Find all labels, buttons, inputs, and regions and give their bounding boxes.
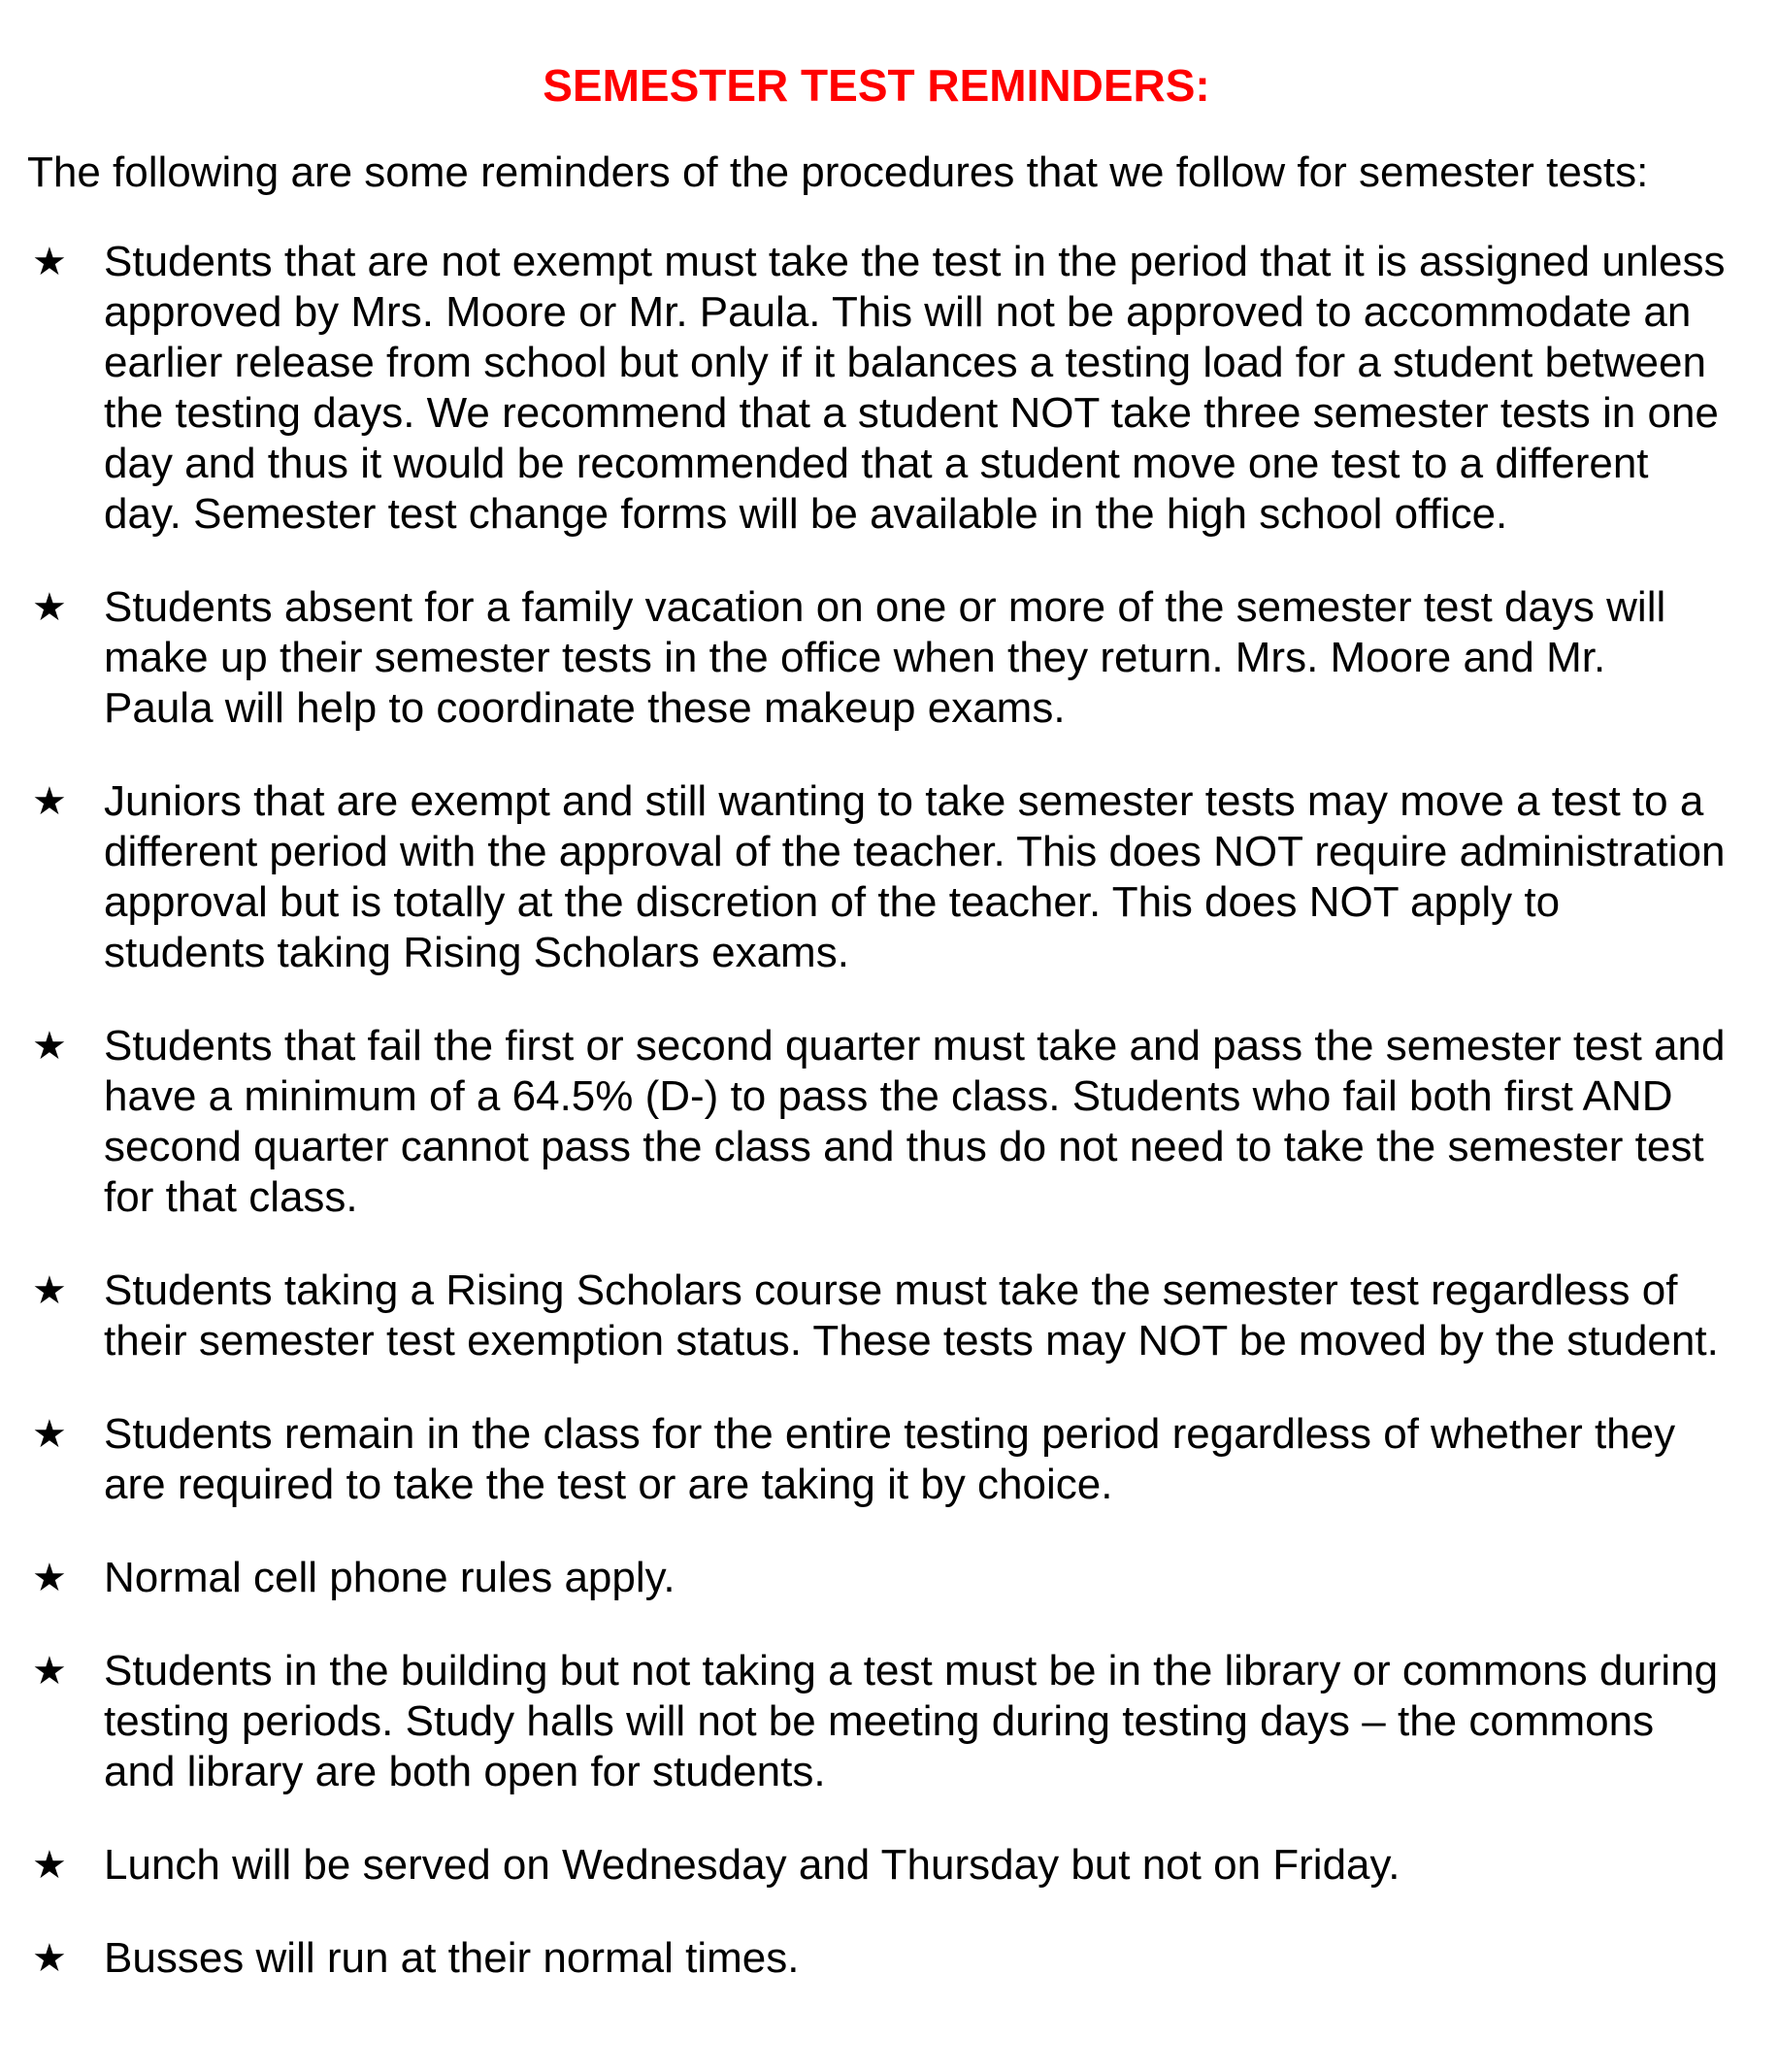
star-bullet-icon: ★ [32, 1556, 67, 1600]
intro-text: The following are some reminders of the procedures that we follow for semester tests: [27, 148, 1649, 196]
star-bullet-icon: ★ [32, 585, 67, 630]
star-bullet-icon: ★ [32, 1843, 67, 1888]
star-bullet-icon: ★ [32, 1936, 67, 1981]
star-bullet-icon: ★ [32, 240, 67, 284]
list-item [27, 582, 1726, 734]
list-item [27, 1266, 1726, 1366]
list-item [27, 237, 1726, 540]
list-item [27, 1840, 1726, 1891]
list-item-text: Normal cell phone rules apply. [104, 1554, 675, 1601]
list-item-text: Busses will run at their normal times. [104, 1934, 800, 1982]
list-item-text: Students remain in the class for the entire testing period regardless of whether they are required to take the test or are taking it by choice. [104, 1410, 1676, 1508]
list-item-text: Students absent for a family vacation on one or more of the semester test days will make up their semester tests in the office when they return. Mrs. Moore and Mr. Paula will help to coordinate these makeup exams. [104, 583, 1666, 732]
list-item-text: Students that fail the first or second quarter must take and pass the semester test and have a minimum of a 64.5% (D-) to pass the class. Students who fail both first AND second quarter cannot pass the class and thus do not need to take the semester test for that class. [104, 1022, 1726, 1221]
list-item [27, 1021, 1726, 1223]
list-item-text: Students in the building but not taking a test must be in the library or commons during testing periods. Study halls will not be meeting during testing days – the commons and library are both open for students. [104, 1647, 1719, 1795]
star-bullet-icon: ★ [32, 779, 67, 824]
list-item-text: Lunch will be served on Wednesday and Thursday but not on Friday. [104, 1841, 1400, 1889]
list-item [27, 1409, 1726, 1510]
star-bullet-icon: ★ [32, 1649, 67, 1694]
list-item-text: Juniors that are exempt and still wanting to take semester tests may move a test to a different period with the approval of the teacher. This does NOT require administration approval but is totally at the discretion of the teacher. This does NOT apply to students taking Rising Scholars exams. [104, 777, 1726, 976]
list-item [27, 1646, 1726, 1797]
star-bullet-icon: ★ [32, 1412, 67, 1457]
reminder-list [27, 237, 1726, 1984]
list-item-text: Students that are not exempt must take the test in the period that it is assigned unless approved by Mrs. Moore or Mr. Paula. This will not be approved to accommodate an earlier release from school but only if it balances a testing load for a student between the testing days. We recommend that a student NOT take three semester tests in one day and thus it would be recommended that a student move one test to a different day. Semester test change forms will be available in the high school office. [104, 238, 1726, 538]
list-item [27, 776, 1726, 978]
list-item [27, 1553, 1726, 1603]
list-item-text: Students taking a Rising Scholars course must take the semester test regardless of their semester test exemption status. These tests may NOT be moved by the student. [104, 1266, 1719, 1365]
star-bullet-icon: ★ [32, 1024, 67, 1069]
page-title: SEMESTER TEST REMINDERS: [543, 60, 1210, 111]
star-bullet-icon: ★ [32, 1268, 67, 1313]
list-item [27, 1933, 1726, 1984]
